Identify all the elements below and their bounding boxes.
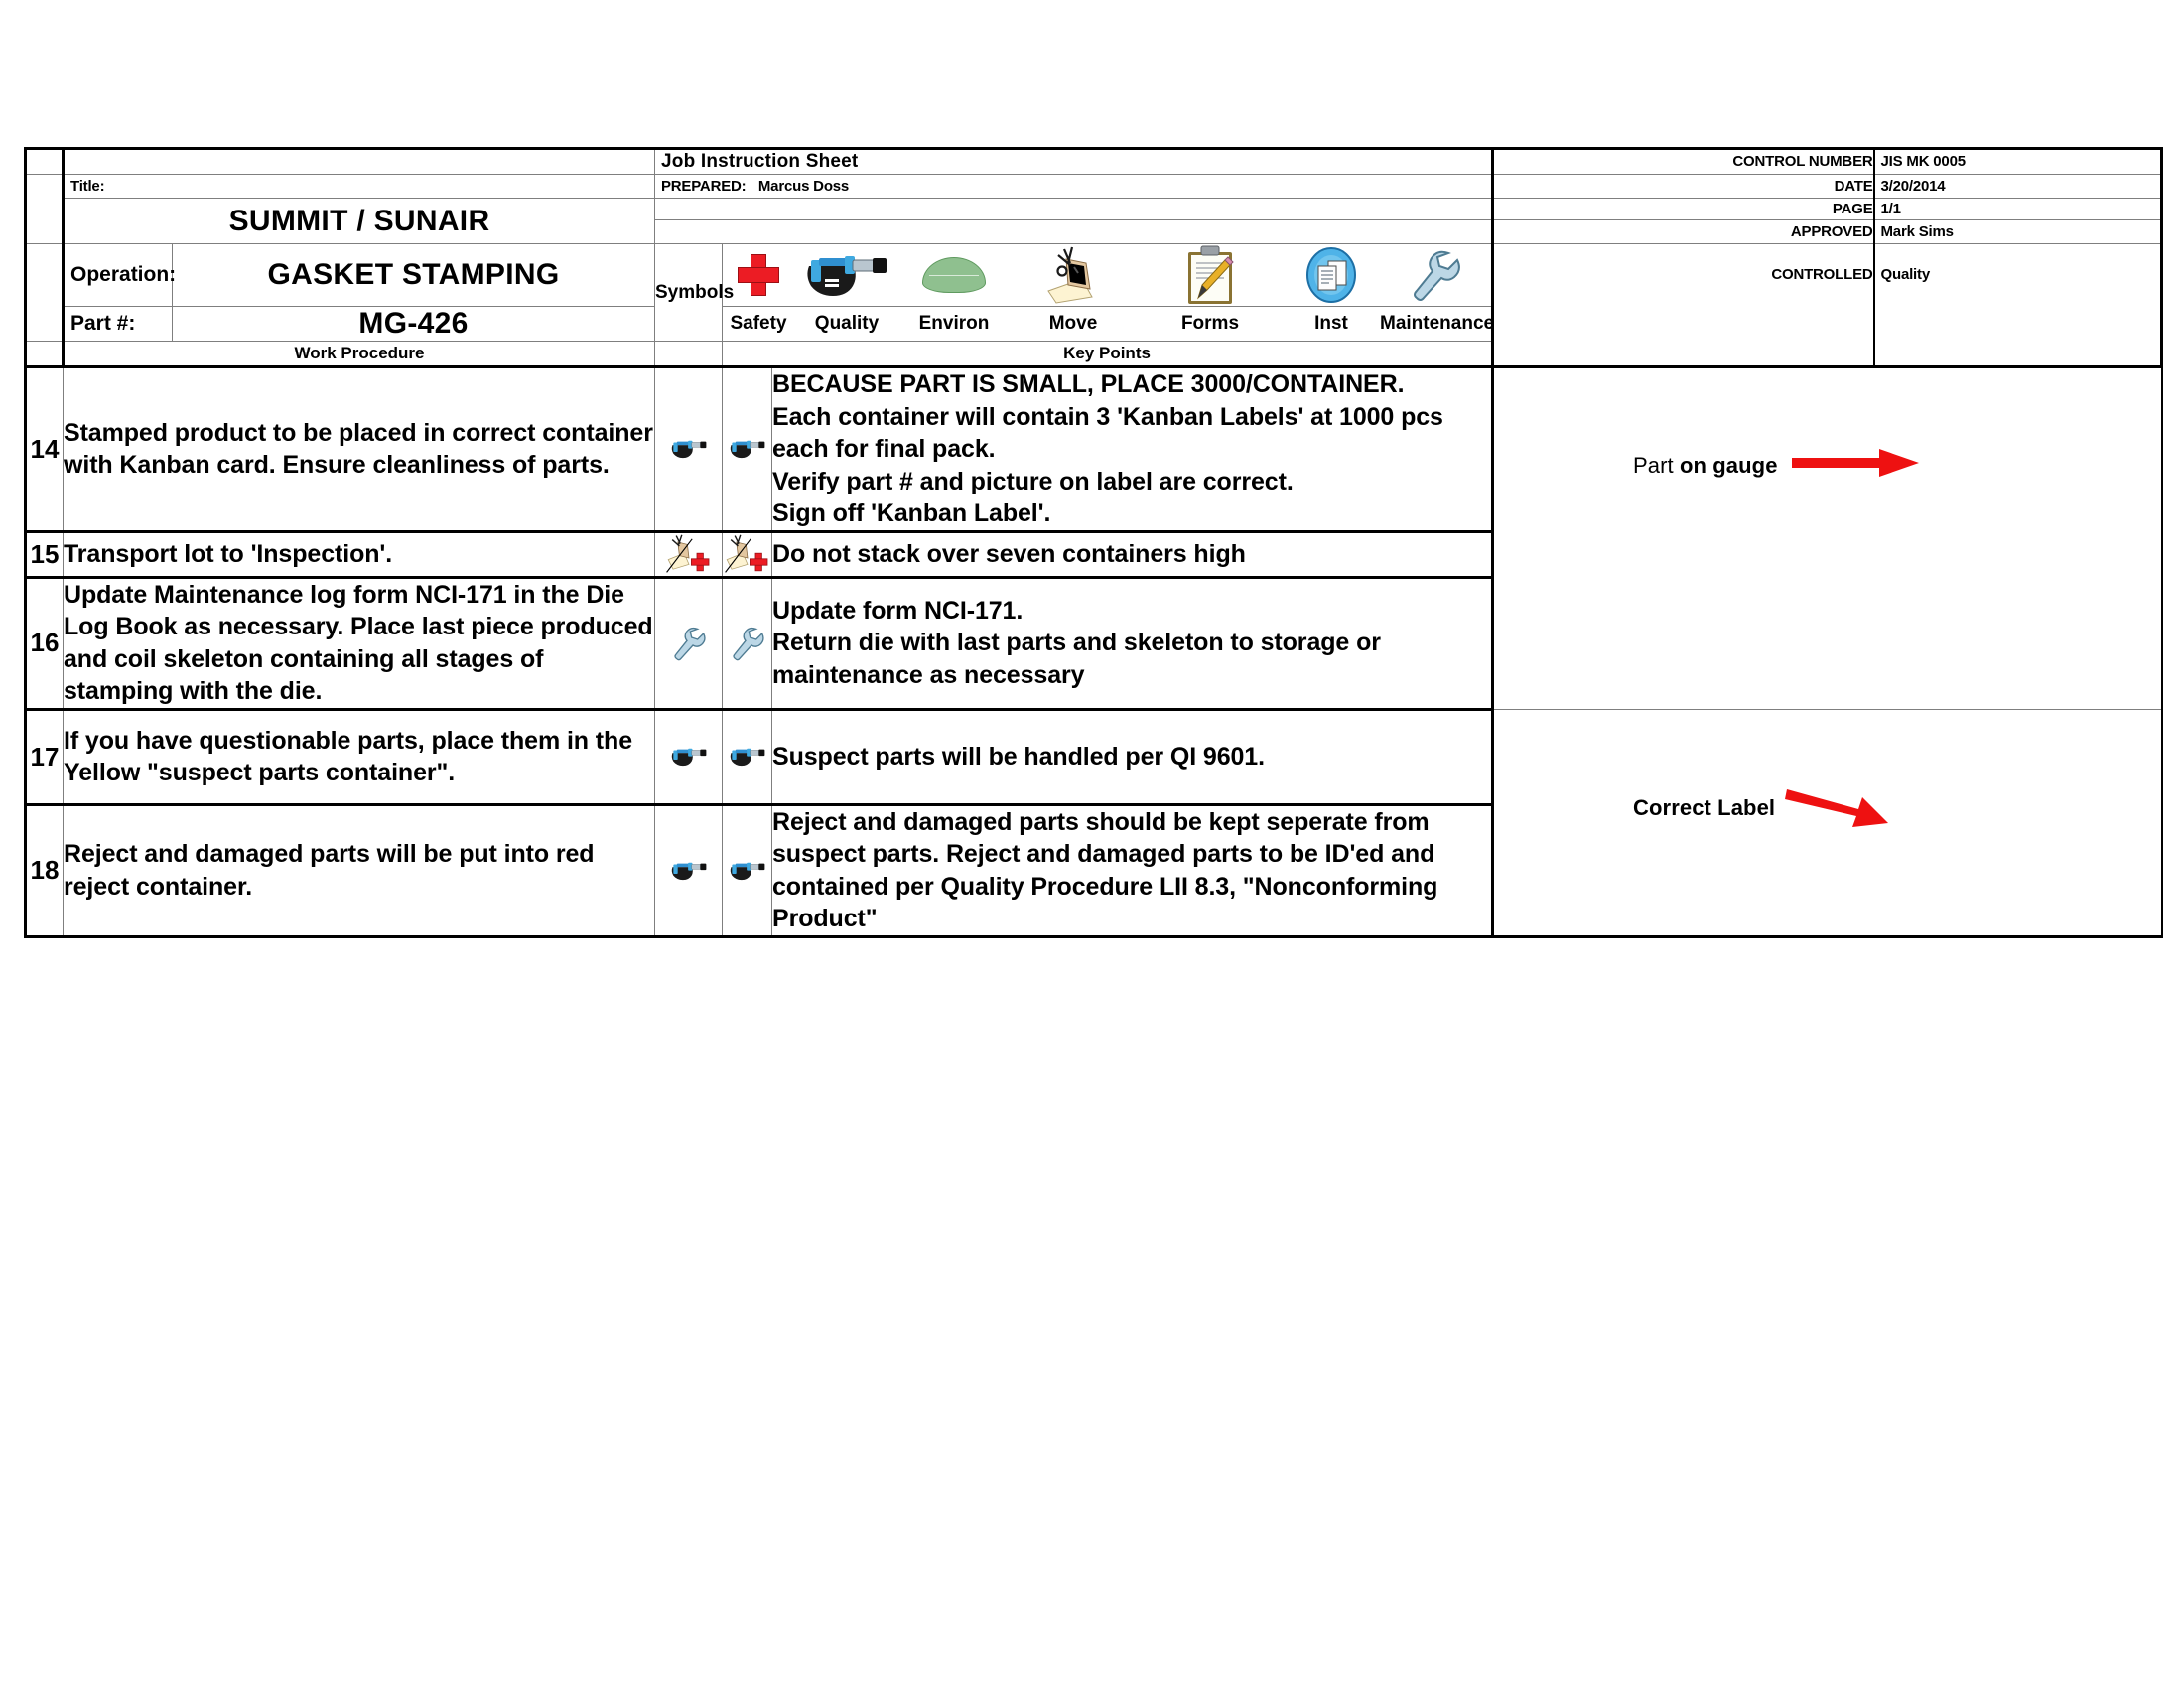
clipboard-pencil-icon: [1138, 244, 1283, 306]
operation-label: Operation:: [70, 263, 177, 286]
control-label-4: CONTROLLED: [1493, 244, 1874, 307]
micrometer-icon-svg: [728, 438, 767, 460]
move-cart-icon-svg: [1042, 245, 1104, 305]
control-filler-label: [1493, 307, 1874, 342]
header-blank-2: [26, 175, 64, 199]
operation-label-cell: [64, 244, 177, 307]
symbol-label-inst: Inst: [1314, 313, 1348, 334]
form-title: Job Instruction Sheet: [661, 151, 859, 172]
documents-circle-icon-svg: [1304, 246, 1358, 304]
header-corner-blank: [26, 149, 64, 175]
wrench-icon-svg: [726, 625, 769, 662]
arrow-right-red-icon: [1792, 446, 1921, 485]
prepared-label: PREPARED:: [661, 177, 747, 195]
micrometer-icon-svg: [669, 860, 709, 882]
micrometer-icon: [723, 746, 771, 768]
procedure-icon-18: [655, 804, 723, 936]
step-number-14: 14: [26, 367, 64, 532]
photo-head-blank-a: [1493, 342, 1874, 367]
symbols-heading-cell: [655, 244, 735, 342]
symbol-label-safety: Safety: [730, 313, 787, 334]
clipboard-pencil-icon-svg: [1185, 244, 1235, 306]
move-cart-safety-icon-svg: [724, 534, 771, 574]
work-procedure-18: Reject and damaged parts will be put into red reject container.: [64, 804, 655, 936]
key-point-line: Sign off 'Kanban Label'.: [772, 499, 1051, 527]
prepared-value: Marcus Doss: [757, 177, 850, 195]
photo-head-blank-b: [1874, 342, 2162, 367]
key-points-15: [772, 531, 1493, 577]
procedure-icon-17: [655, 709, 723, 804]
micrometer-icon-svg: [728, 746, 767, 768]
micrometer-icon: [723, 860, 771, 882]
step-number-16: 16: [26, 577, 64, 709]
annotation-text-light: Part: [1633, 452, 1674, 478]
green-leaf-car-icon: [899, 244, 1009, 306]
control-label-1: DATE: [1493, 175, 1874, 199]
micrometer-icon-svg: [728, 860, 767, 882]
operation-value-cell: [173, 244, 655, 307]
step-number-18: 18: [26, 804, 64, 936]
micrometer-icon-svg: [669, 438, 709, 460]
control-value-1: 3/20/2014: [1874, 175, 2162, 199]
job-instruction-sheet: [24, 147, 2160, 938]
key-points-17: [772, 709, 1493, 804]
wrench-icon: [723, 625, 771, 662]
micrometer-icon-svg: [669, 746, 709, 768]
jis-table: [24, 147, 2163, 938]
form-title-cell: [655, 149, 1493, 175]
key-icon-14: [723, 367, 772, 532]
photo-panel-top: [1493, 367, 2162, 710]
symbol-label-move: Move: [1048, 313, 1098, 334]
symbols-caption-strip: [723, 307, 1493, 342]
procedure-icon-15: [655, 531, 723, 577]
header-blank-mid-1: [655, 199, 1493, 220]
header-blank-mid-2: [655, 220, 1493, 244]
key-icon-18: [723, 804, 772, 936]
col-head-icon-blank: [655, 342, 723, 367]
operation-value: GASKET STAMPING: [267, 258, 560, 291]
part-value: MG-426: [358, 307, 469, 340]
prepared-cell: [655, 175, 1493, 199]
header-blank-3: [26, 199, 64, 244]
micrometer-icon: [723, 438, 771, 460]
control-filler-value: [1874, 307, 2162, 342]
micrometer-icon: [794, 244, 899, 306]
key-point-line: Suspect parts will be handled per QI 9601.: [772, 742, 1265, 771]
micrometer-icon: [655, 746, 722, 768]
col-head-work-procedure: Work Procedure: [64, 342, 655, 367]
key-point-line: BECAUSE PART IS SMALL, PLACE 3000/CONTAINER.: [772, 370, 1405, 398]
company-name: SUMMIT / SUNAIR: [228, 204, 490, 237]
control-label-3: APPROVED: [1493, 220, 1874, 244]
symbols-heading: Symbols: [655, 281, 735, 303]
key-point-line: Each container will contain 3 'Kanban Labels' at 1000 pcs each for final pack.: [772, 402, 1443, 463]
key-point-line: Do not stack over seven containers high: [772, 539, 1246, 568]
part-value-cell: [173, 307, 655, 342]
key-points-14: [772, 367, 1493, 532]
key-icon-15: [723, 531, 772, 577]
annotation-correct-label: [1633, 775, 1894, 842]
control-value-3: Mark Sims: [1874, 220, 2162, 244]
symbols-icon-strip: [723, 244, 1493, 307]
step-number-17: 17: [26, 709, 64, 804]
symbol-label-forms: Forms: [1180, 313, 1240, 334]
red-cross-icon: [723, 244, 794, 306]
key-point-line: Verify part # and picture on label are correct.: [772, 467, 1294, 495]
symbol-label-quality: Quality: [814, 313, 880, 334]
move-cart-safety-icon-svg: [665, 534, 713, 574]
work-procedure-17: If you have questionable parts, place them in the Yellow "suspect parts container".: [64, 709, 655, 804]
header-blank-left: [64, 149, 655, 175]
symbol-label-maintenance: Maintenance: [1380, 313, 1495, 334]
key-point-line: Update form NCI-171.: [772, 596, 1024, 625]
key-icon-17: [723, 709, 772, 804]
annotation-text-bold: Correct Label: [1633, 795, 1776, 820]
symbol-label-environ: Environ: [918, 313, 990, 334]
col-head-step-blank: [26, 342, 64, 367]
company-name-cell: [64, 199, 655, 244]
photo-panel-bottom: [1493, 709, 2162, 936]
annotation-part-on-gauge: [1633, 446, 1921, 485]
key-point-line: Reject and damaged parts should be kept seperate from suspect parts. Reject and damaged parts to be ID'ed and contained per Quality Procedure LII 8.3, "Nonconforming Product": [772, 807, 1438, 932]
procedure-icon-16: [655, 577, 723, 709]
control-value-2: 1/1: [1874, 199, 2162, 220]
wrench-icon-svg: [1403, 247, 1468, 303]
move-cart-icon: [1009, 244, 1138, 306]
wrench-icon: [655, 625, 722, 662]
part-label-cell: [64, 307, 173, 342]
key-points-18: [772, 804, 1493, 936]
key-points-16: [772, 577, 1493, 709]
step-number-15: 15: [26, 531, 64, 577]
key-icon-16: [723, 577, 772, 709]
work-procedure-15: Transport lot to 'Inspection'.: [64, 531, 655, 577]
control-label-2: PAGE: [1493, 199, 1874, 220]
work-procedure-14: Stamped product to be placed in correct container with Kanban card. Ensure cleanliness of parts.: [64, 367, 655, 532]
arrow-down-right-red-icon: [1785, 775, 1894, 842]
part-label: Part #:: [70, 312, 136, 335]
wrench-icon-svg: [667, 625, 711, 662]
wrench-icon: [1380, 244, 1491, 306]
documents-circle-icon: [1283, 244, 1380, 306]
move-cart-safety-icon: [655, 534, 722, 574]
title-label-cell: Title:: [64, 175, 655, 199]
header-blank-4: [26, 244, 64, 342]
key-point-line: Return die with last parts and skeleton to storage or maintenance as necessary: [772, 629, 1381, 689]
annotation-text-bold: on gauge: [1679, 452, 1778, 478]
micrometer-icon-svg: [801, 252, 892, 298]
control-value-0: JIS MK 0005: [1874, 149, 2162, 175]
micrometer-icon: [655, 860, 722, 882]
move-cart-safety-icon: [723, 534, 771, 574]
micrometer-icon: [655, 438, 722, 460]
control-value-4: Quality: [1874, 244, 2162, 307]
col-head-key-points: Key Points: [723, 342, 1493, 367]
work-procedure-16: Update Maintenance log form NCI-171 in the Die Log Book as necessary. Place last piece produced and coil skeleton containing all stages of stamping with the die.: [64, 577, 655, 709]
procedure-icon-14: [655, 367, 723, 532]
control-label-0: CONTROL NUMBER: [1493, 149, 1874, 175]
